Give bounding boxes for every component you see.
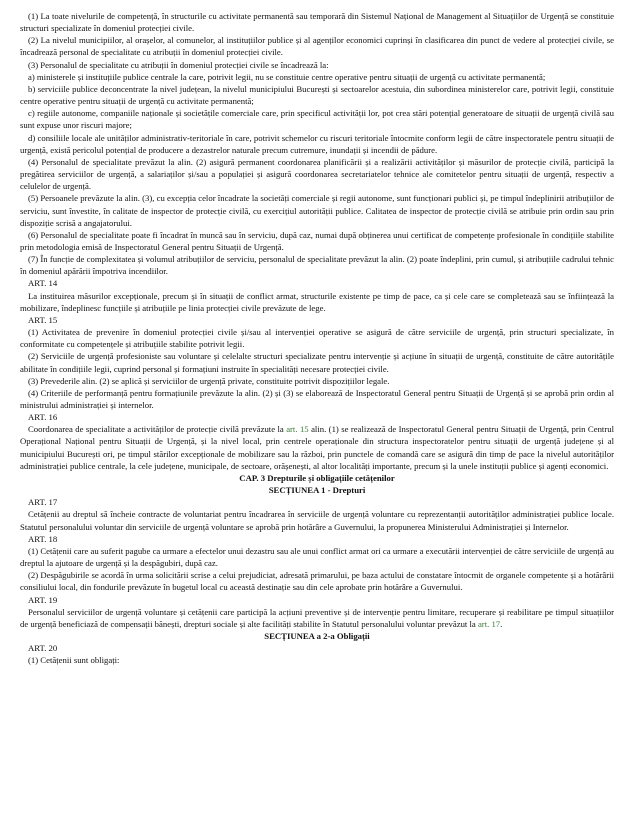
- paragraph: (3) Personalul de specialitate cu atribuții în domeniul protecției civile se încadrează la:: [28, 59, 329, 70]
- paragraph: a) ministerele și instituțiile publice centrale la care, potrivit legii, nu se constituie centre operative pentru situații de urgență cu activitate permanentă;: [28, 71, 546, 82]
- article-number: ART. 17: [28, 497, 58, 508]
- paragraph: (1) La toate nivelurile de competență, în structurile cu activitate permanentă sau temporară din Sistemul Național de Management al Situațiilor de Urgență se constituie structuri specializate în domeniul protecției civile.: [20, 11, 614, 34]
- section-heading: SECȚIUNEA 1 - Drepturi: [268, 485, 366, 496]
- paragraph: (2) Despăgubirile se acordă în urma solicitării scrise a celui prejudiciat, adresată primarului, pe baza actului de constatare întocmit de organele competente și a hotărârii consiliului local, din fondurile prevăzute în bugetul local cu această destinație sau din cele aprobate prin hotărâre a Guvernului.: [20, 570, 614, 593]
- paragraph: (1) Cetățenii sunt obligați:: [28, 655, 120, 666]
- paragraph: [20, 606, 614, 630]
- paragraph: (4) Criteriile de performanță pentru formațiunile prevăzute la alin. (2) și (3) se elaborează de Inspectoratul General pentru Situații de Urgență și se aprobă prin ordin al ministrului administrației și internelor.: [20, 387, 614, 410]
- paragraph: (1) Activitatea de prevenire în domeniul protecției civile și/sau al intervenției operative se asigură de către serviciile de urgență, prin structuri specializate, în conformitate cu competențele și atribuțiile stabilite potrivit legii.: [20, 327, 614, 350]
- paragraph-text: alin. (1) se realizează de Inspectoratul General pentru Situații de Urgență, prin Centrul Operațional Național pentru Situații de Urgență, și la nivel local, prin centrele operaționale din structura inspectoratelor pentru situații de urgență județene și al municipiului București ori, pe timpul stărilor excepționale de mobilizare sau la război, prin punctele de comandă care se asigură din timp de pace la nivelul autorităților administrației publice centrale, la cele județene, municipale, de sectoare, orășenești, al altor localități importante, precum și la unele instituții publice și agenți economici.: [20, 424, 614, 471]
- paragraph: d) consiliile locale ale unităților administrativ-teritoriale în care, potrivit schemelor cu riscuri teritoriale întocmite conform legii de către inspectoratele pentru situații de urgență, există pericolul potențial de producere a dezastrelor naturale precum cutremure, inundații și incendii de pădure.: [20, 132, 614, 155]
- article-number: ART. 20: [28, 643, 58, 654]
- paragraph: (7) În funcție de complexitatea și volumul atribuțiilor de serviciu, personalul de specialitate prevăzut la alin. (2) poate îndeplini, prin cumul, și atribuțiile cadrului tehnic în domeniul apărării împotriva incendiilor.: [20, 254, 614, 277]
- paragraph: [20, 423, 614, 472]
- paragraph-text: .: [500, 618, 503, 629]
- paragraph: c) regiile autonome, companiile naționale și societățile comerciale care, prin specificul activității lor, pot crea stări potențial generatoare de situații de urgență civilă sau sunt expuse unor riscuri majore;: [20, 108, 614, 131]
- article-number: ART. 19: [28, 594, 58, 605]
- article-number: ART. 15: [28, 314, 58, 325]
- article-reference-link[interactable]: art. 15: [286, 424, 309, 435]
- paragraph-text: Coordonarea de specialitate a activităților de protecție civilă prevăzute la: [28, 424, 287, 435]
- paragraph: b) serviciile publice deconcentrate la nivel județean, la nivelul municipiului București și sectoarelor acestuia, din subordinea ministerelor care, potrivit legii, constituie centre operative pentru situații de urgență cu activitate permanentă;: [20, 83, 614, 107]
- paragraph: (5) Persoanele prevăzute la alin. (3), cu excepția celor încadrate la societăți comerciale și regii autonome, sunt funcționari publici și, pe timpul îndeplinirii atribuțiilor de serviciu, sunt învestite, în calitate de inspector de protecție civilă, cu exercițiul autorității publice. Calitatea de inspector de protecție civilă se atribuie prin ordin sau prin dispoziție scrisă a angajatorului.: [20, 193, 614, 228]
- article-number: ART. 14: [28, 278, 58, 289]
- article-number: ART. 16: [28, 412, 58, 423]
- article-reference-link[interactable]: art. 17: [477, 618, 501, 629]
- section-heading: CAP. 3 Drepturile și obligațiile cetățenilor: [239, 472, 395, 483]
- paragraph: Cetățenii au dreptul să încheie contracte de voluntariat pentru încadrarea în serviciile de urgență voluntare cu reprezentanții autorităților administrației publice locale. Statutul personalului voluntar din serviciile de urgență voluntare se aprobă prin hotărâre a Guvernului, la propunerea Ministerului Administrației și Internelor.: [20, 509, 614, 532]
- paragraph: (3) Prevederile alin. (2) se aplică și serviciilor de urgență private, constituite potrivit dispozițiilor legale.: [28, 375, 390, 386]
- paragraph-text: Personalul serviciilor de urgență voluntare și cetățenii care participă la acțiuni preventive și de intervenție pentru limitare, recuperare și reabilitare pe timpul situațiilor de urgență beneficiază de compensații bănești, drepturi sociale și alte facilități stabilite în Statutul personalului voluntar prevăzut la: [20, 606, 614, 629]
- paragraph: (2) Serviciile de urgență profesioniste sau voluntare și celelalte structuri specializate pentru intervenție și acțiune în situații de urgență, constituite de către autoritățile abilitate în condițiile legii, cuprind personal și formațiuni instruite în specialități necesare protecției civile.: [20, 351, 614, 374]
- paragraph: (1) Cetățenii care au suferit pagube ca urmare a efectelor unui dezastru sau ale unui conflict armat ori ca urmare a executării intervenției de către serviciile de urgență au dreptul la ajutoare de urgență și la despăgubiri, după caz.: [20, 545, 614, 569]
- paragraph: La instituirea măsurilor excepționale, precum și în situații de conflict armat, structurile existente pe timp de pace, ca și cele care se completează sau se înființează la mobilizare, îndeplinesc funcțiile și atribuțiile pe linia protecției civile prevăzute de lege.: [20, 290, 614, 313]
- paragraph: (2) La nivelul municipiilor, al orașelor, al comunelor, al instituțiilor publice și al agenților economici cuprinși în clasificarea din punct de vedere al protecției civile, se încadrează personal de specialitate cu atribuții în domeniul protecției civile.: [20, 35, 614, 58]
- paragraph: (6) Personalul de specialitate poate fi încadrat în muncă sau în serviciu, după caz, numai după obținerea unui certificat de competențe profesionale în condițiile stabilite prin metodologia emisă de Inspectoratul General pentru Situații de Urgență.: [20, 229, 614, 252]
- section-heading: SECȚIUNEA a 2-a Obligații: [264, 630, 370, 641]
- article-number: ART. 18: [28, 533, 58, 544]
- paragraph: (4) Personalul de specialitate prevăzut la alin. (2) asigură permanent coordonarea planificării și a realizării activităților și măsurilor de protecție civilă, participă la pregătirea serviciilor de urgență, a salariaților și/sau a populației și asigură coordonarea secretariatelor tehnice ale comitetelor pentru situații de urgență, respectiv a celulelor de urgență.: [20, 156, 614, 192]
